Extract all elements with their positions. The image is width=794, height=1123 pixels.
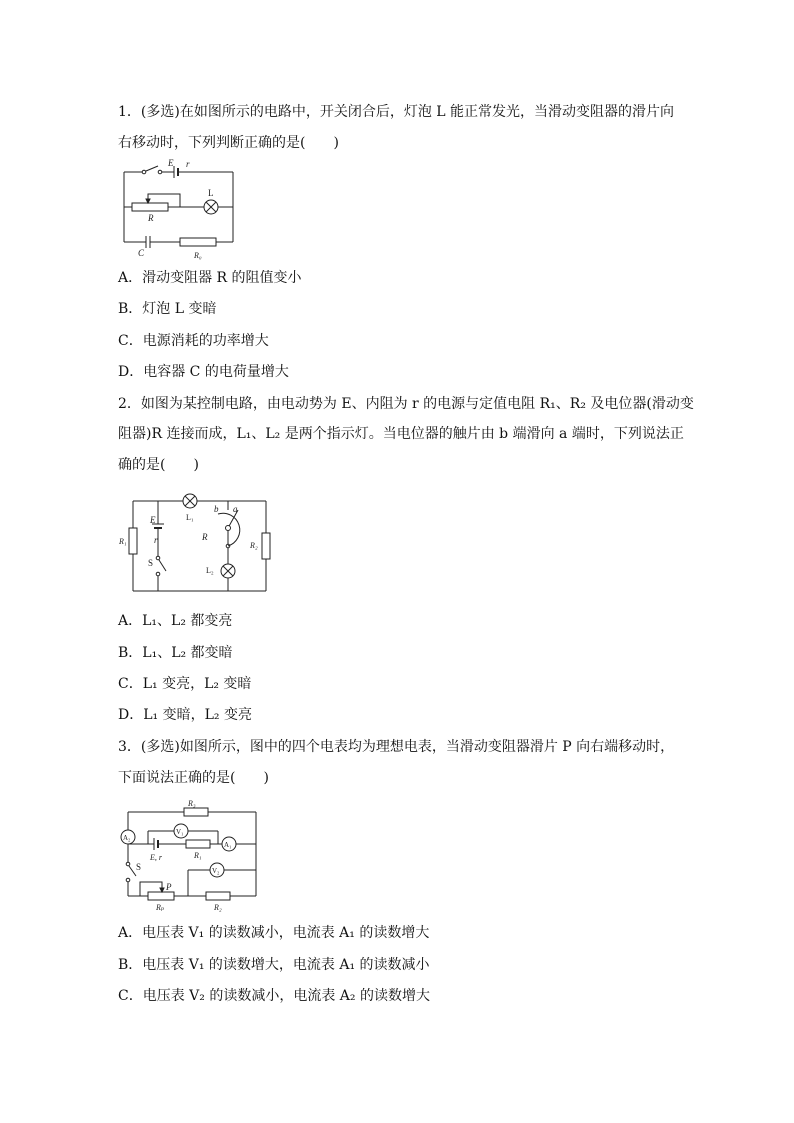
q1-label-L: L	[208, 188, 214, 198]
q3-label-A1: A₁	[224, 841, 232, 849]
q2-option-a: A．L₁、L₂ 都变亮	[118, 613, 233, 629]
q3-stem-line1: 3．(多选)如图所示，图中的四个电表均为理想电表，当滑动变阻器滑片 P 向右端移动时，	[118, 739, 675, 755]
q3-label-Er: E, r	[150, 853, 162, 862]
q2-label-b: b	[214, 504, 219, 514]
q1-option-d: D．电容器 C 的电荷量增大	[118, 364, 289, 380]
q1-stem-line1: 1．(多选)在如图所示的电路中，开关闭合后，灯泡 L 能正常发光，当滑动变阻器的滑片向	[118, 104, 675, 120]
q3-label-P: P	[166, 882, 172, 892]
q1-label-R0: R₀	[194, 251, 202, 260]
q2-stem-line3: 确的是( )	[118, 457, 199, 473]
q2-label-R1: R₁	[119, 537, 127, 546]
q2-option-b: B．L₁、L₂ 都变暗	[118, 645, 233, 661]
q2-label-R: R	[202, 532, 208, 542]
q3-option-c: C．电压表 V₂ 的读数减小，电流表 A₂ 的读数增大	[118, 988, 430, 1004]
q3-label-V2: V₂	[212, 867, 220, 875]
q3-option-a: A．电压表 V₁ 的读数减小，电流表 A₁ 的读数增大	[118, 925, 430, 941]
q1-label-E: E	[168, 158, 174, 168]
q3-label-R3: R₃	[188, 799, 196, 808]
q2-option-c: C．L₁ 变亮，L₂ 变暗	[118, 676, 252, 692]
q3-label-R2: R₂	[214, 903, 222, 912]
q2-label-L1: L₁	[186, 513, 194, 522]
q2-option-d: D．L₁ 变暗，L₂ 变亮	[118, 707, 252, 723]
q2-label-a: a	[233, 504, 238, 514]
q1-option-b: B．灯泡 L 变暗	[118, 301, 217, 317]
q2-label-L2: L₂	[206, 566, 214, 575]
q3-label-Rp: Rₚ	[156, 903, 165, 912]
q1-label-C: C	[138, 248, 145, 258]
q3-stem-line2: 下面说法正确的是( )	[118, 770, 269, 786]
q3-option-b: B．电压表 V₁ 的读数增大，电流表 A₁ 的读数减小	[118, 957, 430, 973]
q2-stem-line2: 阻器)R 连接而成，L₁、L₂ 是两个指示灯。当电位器的触片由 b 端滑向 a 端时，下列说法正	[118, 426, 684, 442]
q1-circuit-figure	[118, 158, 248, 260]
q2-stem-line1: 2．如图为某控制电路，由电动势为 E、内阻为 r 的电源与定值电阻 R₁、R₂ 及电位器(滑动变	[118, 396, 694, 412]
q3-label-S: S	[136, 862, 142, 872]
q3-label-V1: V₁	[176, 828, 184, 836]
q1-option-a: A．滑动变阻器 R 的阻值变小	[118, 270, 302, 286]
q3-circuit-figure	[118, 798, 262, 912]
q1-label-R: R	[148, 213, 154, 223]
q1-option-c: C．电源消耗的功率增大	[118, 333, 269, 349]
q2-circuit-figure	[118, 488, 274, 594]
q3-label-A2: A₂	[123, 834, 131, 842]
q2-label-E: E	[150, 515, 156, 525]
q2-label-r: r	[154, 535, 158, 545]
q2-label-R2: R₂	[250, 541, 258, 550]
q2-label-S: S	[148, 558, 154, 568]
q1-stem-line2: 右移动时，下列判断正确的是( )	[118, 135, 339, 151]
q1-label-r: r	[186, 159, 190, 169]
q3-label-R1: R₁	[194, 851, 202, 860]
